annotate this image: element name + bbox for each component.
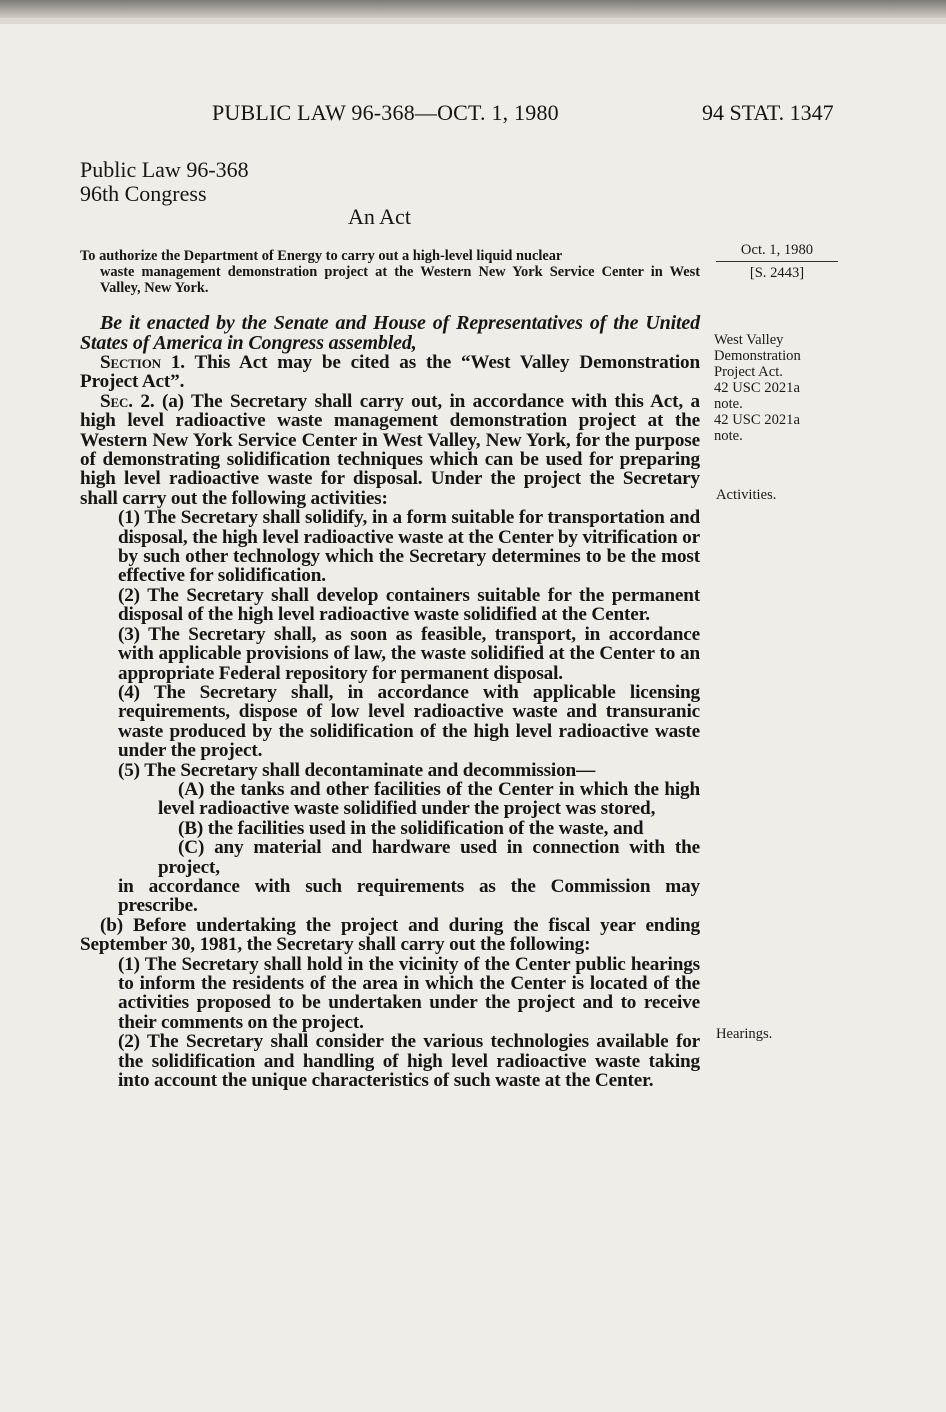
- paragraph-a3-text: (3) The Secretary shall, as soon as feasible, transport, in accordance with applicable provisions of law, the waste solidified at the Center to an appropriate Federal repository for permanent disposal.: [118, 623, 700, 684]
- paragraph-a1: [80, 508, 700, 586]
- subsection-b-text: (b) Before undertaking the project and during the fiscal year ending September 30, 1981, the Secretary shall carry out the following:: [80, 914, 700, 956]
- section-2-a: [80, 392, 700, 508]
- running-head: PUBLIC LAW 96-368—OCT. 1, 1980: [212, 100, 559, 125]
- bill-number: [S. 2443]: [749, 265, 805, 281]
- paragraph-a3: [80, 625, 700, 683]
- margin-note-hearings: Hearings.: [716, 1026, 773, 1042]
- long-title: [80, 248, 700, 296]
- subparagraph-a5C: [80, 838, 700, 877]
- paragraph-a4-text: (4) The Secretary shall, in accordance with applicable licensing requirements, dispose of low level radioactive waste and transuranic waste produced by the solidification of the high level radioactive waste under the project.: [118, 681, 700, 762]
- act-heading: An Act: [348, 204, 411, 229]
- paragraph-a2-text: (2) The Secretary shall develop containers suitable for the permanent disposal of the high level radioactive waste solidified at the Center.: [118, 584, 700, 626]
- paragraph-a1-text: (1) The Secretary shall solidify, in a form suitable for transportation and disposal, the high level radioactive waste at the Center by vitrification or by such other technology which the Secretary determines to be the most effective for solidification.: [118, 507, 700, 587]
- subparagraph-a5A-text: (A) the tanks and other facilities of the Center in which the high level radioactive waste solidified under the project was stored,: [158, 778, 700, 820]
- paragraph-a5-tail-text: in accordance with such requirements as the Commission may prescribe.: [118, 875, 700, 917]
- subparagraph-a5B: [80, 819, 700, 838]
- statutes-page-reference: 94 STAT. 1347: [702, 100, 834, 125]
- page-crease: [0, 0, 946, 18]
- section-2-label: Sec. 2.: [100, 390, 155, 412]
- paragraph-a2: [80, 586, 700, 625]
- margin-note-activities: Activities.: [716, 487, 777, 503]
- paragraph-a5-tail: [80, 877, 700, 916]
- subparagraph-a5C-text: (C) any material and hardware used in connection with the project,: [158, 837, 700, 878]
- paragraph-a4: [80, 683, 700, 761]
- enacting-clause: Be it enacted by the Senate and House of Representatives of the United States of America in Congress assembled,: [80, 312, 700, 354]
- paragraph-b1-text: (1) The Secretary shall hold in the vicinity of the Center public hearings to inform the residents of the area in which the Center is located of the activities proposed to be undertaken under the project and to receive their comments on the project.: [118, 953, 700, 1033]
- margin-note-short-title: West Valley Demonstration Project Act.: [714, 332, 801, 380]
- subparagraph-a5B-text: (B) the facilities used in the solidification of the waste, and: [178, 817, 644, 839]
- section-1: [80, 353, 700, 392]
- public-law-block: [80, 158, 249, 206]
- paragraph-a5-text: (5) The Secretary shall decontaminate and decommission—: [118, 759, 596, 781]
- margin-note-usc-2: 42 USC 2021a note.: [714, 412, 800, 444]
- long-title-continuation: waste management demonstration project at the Western New York Service Center in West Valley, New York.: [100, 264, 700, 296]
- congress-number: 96th Congress: [80, 181, 207, 206]
- statute-body: [80, 313, 700, 1090]
- approval-date: Oct. 1, 1980: [716, 242, 838, 262]
- page-crease-shadow: [0, 18, 946, 24]
- paragraph-b2-text: (2) The Secretary shall consider the various technologies available for the solidification and handling of high level radioactive waste taking into account the unique characteristics of such waste at the Center.: [118, 1031, 700, 1092]
- paragraph-b2: [80, 1032, 700, 1090]
- long-title-first-line: To authorize the Department of Energy to carry out a high-level liquid nuclear: [80, 248, 563, 264]
- subsection-b: [80, 916, 700, 955]
- section-1-text: This Act may be cited as the “West Valley Demonstration Project Act”.: [80, 352, 700, 393]
- approval-date-block: [716, 242, 838, 281]
- public-law-number: Public Law 96-368: [80, 157, 249, 182]
- section-2-a-text: (a) The Secretary shall carry out, in accordance with this Act, a high level radioactive waste management demonstration project at the Western New York Service Center in West Valley, New York, for the purpose of demonstrating solidification techniques which can be used for preparing high level radioactive waste for disposal. Under the project the Secretary shall carry out the following activities:: [80, 390, 700, 509]
- subparagraph-a5A: [80, 780, 700, 819]
- paragraph-b1: [80, 955, 700, 1033]
- margin-note-usc-1: 42 USC 2021a note.: [714, 380, 800, 412]
- paragraph-a5: [80, 761, 700, 780]
- section-1-label: Section 1.: [100, 352, 185, 373]
